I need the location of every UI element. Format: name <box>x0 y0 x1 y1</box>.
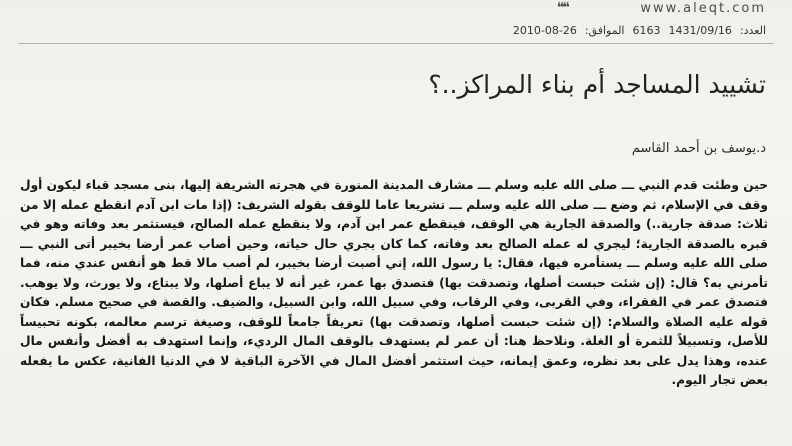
masthead <box>0 0 792 46</box>
site-url: www.aleqt.com <box>640 1 766 16</box>
gregorian-date: 26-08-2010 <box>512 24 577 37</box>
masthead-divider <box>18 43 774 44</box>
article-body <box>20 176 768 446</box>
quote-mark-icon: ❝❝ <box>556 0 568 16</box>
agree-label: الموافق: <box>584 24 625 37</box>
article-title: تشييد المساجد أم بناء المراكز..؟ <box>428 70 766 99</box>
hijri-date: 1431/09/16 <box>668 24 732 37</box>
issue-label: العدد: <box>739 24 766 37</box>
article-paragraph: حين وطئت قدم النبي ـــ صلى الله عليه وسلم ـــ مشارف المدينة المنورة في هجرته الشريفة إليها، بنى مسجد قباء ليكون أول وقف في الإسلام، ثم وضع ـــ صلى الله عليه وسلم ـــ تشريعا عاما للوقف بقوله الشريف: (إذا مات ابن آدم انقطع عمله إلا من ثلاث: صدقة جارية..) والصدقة الجارية هي الوقف، فينقطع عمر ابن آدم، ولا ينقطع عمله الصالح، فيستثمر بعد وفاته وهو في قبره بالصدقة الجارية؛ ليجري له عمله الصالح بعد وفاته، كما كان يجري حال حياته، وحين أصاب عمر أرضا بخيبر أتى النبي ـــ صلى الله عليه وسلم ـــ يستأمره فيها، فقال: يا رسول الله، إني أصبت أرضا بخيبر، لم أصب مالا قط هو أنفس عندي منه، فما تأمرني به؟ قال: (إن شئت حبست أصلها، وتصدقت بها) فتصدق بها عمر، غير أنه لا يباع أصلها، ولا يبتاع، ولا يورث، ولا يوهب. فتصدق عمر في الفقراء، وفي القربى، وفي الرقاب، وفي سبيل الله، وابن السبيل، والضيف. والقصة في صحيح مسلم. فكان قوله عليه الصلاة والسلام: (إن شئت حبست أصلها، وتصدقت بها) تعريفاً جامعاً للوقف، وصيغة ترسم معالمه، بكونه تحبيساً للأصل، وتسبيلاً للثمرة أو الغلة. ونلاحظ هنا: أن عمر لم يستهدف بالوقف المال الرديء، وإنما استهدف به أفضل وأنفس مال عنده، وهذا يدل على بعد نظره، وعمق إيمانه، حيث استثمر أفضل المال في الآخرة الباقية لا في الدنيا الفانية، عكس ما يفعله بعض تجار اليوم. <box>20 178 768 387</box>
article-author: د.يوسف بن أحمد القاسم <box>631 141 766 156</box>
issue-info <box>505 24 766 37</box>
issue-number: 6163 <box>632 24 661 37</box>
